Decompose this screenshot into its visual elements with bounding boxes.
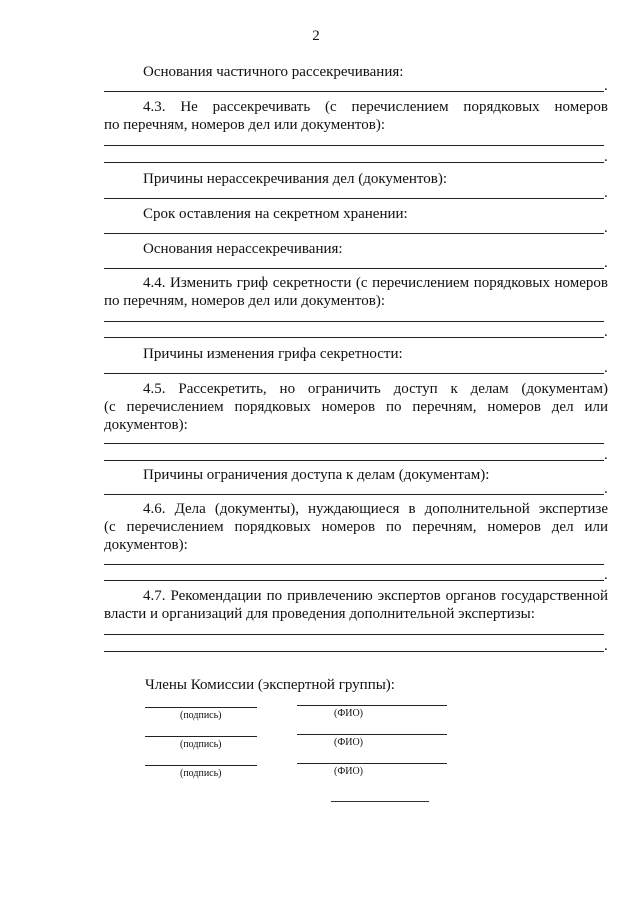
fill-line[interactable] (104, 268, 604, 269)
section-4-5-line-2: (с перечислением порядковых номеров по перечням, номеров дел или (104, 399, 608, 415)
non-declass-grounds-label: Основания нерассекречивания: (143, 241, 343, 257)
footer-divider (331, 801, 429, 802)
full-name-line[interactable] (297, 734, 447, 735)
line-end-dot: . (604, 220, 608, 236)
line-end-dot: . (604, 149, 608, 165)
signature-caption: (подпись) (180, 739, 222, 750)
section-4-6-line-1: 4.6. Дела (документы), нуждающиеся в дополнительной экспертизе (143, 501, 608, 517)
fill-line[interactable] (104, 443, 604, 444)
fill-line[interactable] (104, 321, 604, 322)
non-declass-reasons-label: Причины нерассекречивания дел (документов): (143, 171, 447, 187)
fill-line[interactable] (104, 162, 604, 163)
line-end-dot: . (604, 255, 608, 271)
section-4-3-line-1: 4.3. Не рассекречивать (с перечислением порядковых номеров (143, 99, 608, 115)
fill-line[interactable] (104, 337, 604, 338)
fill-line[interactable] (104, 198, 604, 199)
section-4-5-line-1: 4.5. Рассекретить, но ограничить доступ к делам (документам) (143, 381, 608, 397)
full-name-caption: (ФИО) (334, 708, 364, 719)
access-restriction-reasons-label: Причины ограничения доступа к делам (документам): (143, 467, 490, 483)
signature-line[interactable] (145, 736, 257, 737)
signature-line[interactable] (145, 765, 257, 766)
secret-storage-term-label: Срок оставления на секретном хранении: (143, 206, 408, 222)
fill-line[interactable] (104, 373, 604, 374)
line-end-dot: . (604, 638, 608, 654)
fill-line[interactable] (104, 460, 604, 461)
section-4-6-line-3: документов): (104, 537, 188, 553)
line-end-dot: . (604, 447, 608, 463)
fill-line[interactable] (104, 233, 604, 234)
fill-line[interactable] (104, 651, 604, 652)
fill-line[interactable] (104, 91, 604, 92)
fill-line[interactable] (104, 634, 604, 635)
fill-line[interactable] (104, 580, 604, 581)
line-end-dot: . (604, 360, 608, 376)
fill-line[interactable] (104, 564, 604, 565)
line-end-dot: . (604, 481, 608, 497)
section-4-7-line-2: власти и организаций для проведения дополнительной экспертизы: (104, 606, 535, 622)
fill-line[interactable] (104, 494, 604, 495)
full-name-caption: (ФИО) (334, 737, 364, 748)
section-4-3-line-2: по перечням, номеров дел или документов): (104, 117, 386, 133)
line-end-dot: . (604, 185, 608, 201)
line-end-dot: . (604, 78, 608, 94)
full-name-line[interactable] (297, 763, 447, 764)
page-number: 2 (312, 28, 320, 44)
partial-declass-grounds-label: Основания частичного рассекречивания: (143, 64, 404, 80)
signature-caption: (подпись) (180, 710, 222, 721)
full-name-caption: (ФИО) (334, 766, 364, 777)
section-4-4-line-2: по перечням, номеров дел или документов): (104, 293, 386, 309)
section-4-6-line-2: (с перечислением порядковых номеров по перечням, номеров дел или (104, 519, 608, 535)
fill-line[interactable] (104, 145, 604, 146)
section-4-4-line-1: 4.4. Изменить гриф секретности (с перечислением порядковых номеров (143, 275, 608, 291)
full-name-line[interactable] (297, 705, 447, 706)
line-end-dot: . (604, 324, 608, 340)
signature-caption: (подпись) (180, 768, 222, 779)
line-end-dot: . (604, 567, 608, 583)
section-4-5-line-3: документов): (104, 417, 188, 433)
commission-members-title: Члены Комиссии (экспертной группы): (145, 677, 395, 693)
signature-line[interactable] (145, 707, 257, 708)
grif-change-reasons-label: Причины изменения грифа секретности: (143, 346, 403, 362)
section-4-7-line-1: 4.7. Рекомендации по привлечению экспертов органов государственной (143, 588, 608, 604)
